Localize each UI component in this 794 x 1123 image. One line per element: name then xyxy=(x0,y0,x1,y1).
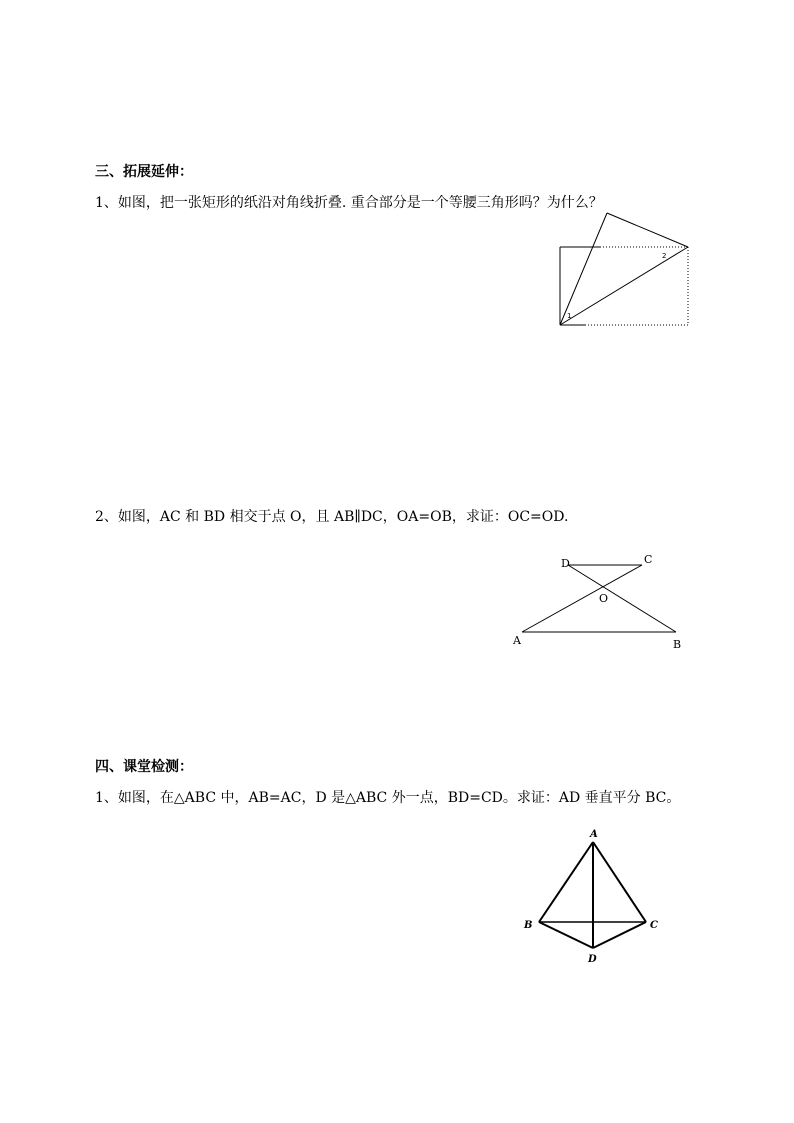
point-c-label: C xyxy=(644,553,653,566)
point-b-label: B xyxy=(673,638,682,651)
question-1-text: 1、如图，把一张矩形的纸沿对角线折叠. 重合部分是一个等腰三角形吗？为什么？ xyxy=(95,195,603,211)
point-d-label: D xyxy=(588,954,597,965)
angle-2-label: 2 xyxy=(662,252,667,260)
segment-bd xyxy=(539,922,593,948)
segment-ab xyxy=(539,842,593,922)
segment-ac xyxy=(593,842,646,922)
point-o-label: O xyxy=(599,592,609,605)
section-4-heading: 四、课堂检测： xyxy=(95,759,193,775)
segment-cd xyxy=(593,922,646,948)
point-d-label: D xyxy=(561,557,570,570)
point-c-label: C xyxy=(650,920,658,931)
question-2-text: 2、如图，AC 和 BD 相交于点 O，且 AB∥DC，OA=OB，求证：OC=OD. xyxy=(95,509,569,525)
point-a-label: A xyxy=(513,634,521,647)
angle-1-label: 1 xyxy=(567,312,572,320)
point-a-label: A xyxy=(590,829,598,840)
check-question-1-text: 1、如图，在△ABC 中，AB=AC，D 是△ABC 外一点，BD=CD。求证：AD 垂直平分 BC。 xyxy=(95,790,681,806)
section-3-heading: 三、拓展延伸： xyxy=(95,164,193,180)
point-b-label: B xyxy=(524,920,533,931)
